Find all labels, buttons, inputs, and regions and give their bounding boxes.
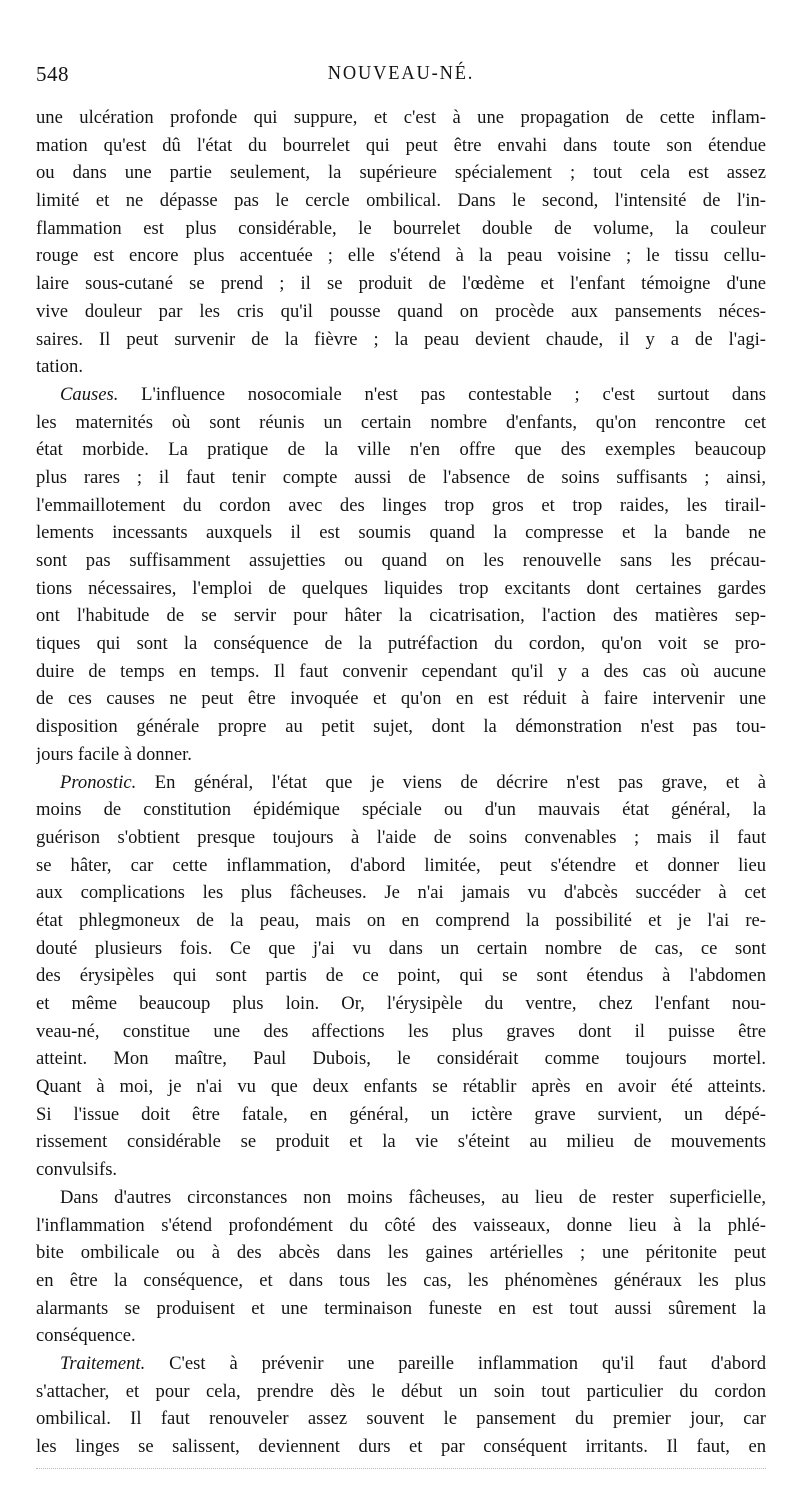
text-line: saires. Il peut survenir de la fièvre ; la peau devient chaude, il y a de l'agi-: [36, 328, 766, 350]
text-line: ombilical. Il faut renouveler assez souvent le pansement du premier jour, car: [36, 1408, 766, 1430]
text-line: une ulcération profonde qui suppure, et c'est à une propagation de cette inflam-: [36, 107, 766, 128]
text-line: des érysipèles qui sont partis de ce point, qui se sont étendus à l'abdomen: [36, 965, 766, 987]
text-line: aux complications les plus fâcheuses. Je n'ai jamais vu d'abcès succéder à cet: [36, 882, 766, 904]
text-line: tions nécessaires, l'emploi de quelques liquides trop excitants dont certaines gardes: [36, 577, 766, 599]
text-line: douté plusieurs fois. Ce que j'ai vu dans un certain nombre de cas, ce sont: [36, 937, 766, 959]
text-line: laire sous-cutané se prend ; il se produit de l'œdème et l'enfant témoigne d'une: [36, 273, 766, 295]
text-line: de ces causes ne peut être invoquée et qu'on en est réduit à faire intervenir une: [36, 688, 766, 710]
text-line: disposition générale propre au petit sujet, dont la démonstration n'est pas tou-: [36, 716, 766, 738]
text-line: rouge est encore plus accentuée ; elle s'étend à la peau voisine ; le tissu cellu-: [36, 245, 766, 267]
running-head: [36, 62, 766, 92]
section-heading-traitement: Traitement.: [60, 1352, 146, 1374]
text-line: guérison s'obtient presque toujours à l'aide de soins convenables ; mais il faut: [36, 826, 766, 848]
text-line: Dans d'autres circonstances non moins fâcheuses, au lieu de rester superficielle,: [60, 1186, 766, 1208]
text-line: état morbide. La pratique de la ville n'en offre que des exemples beaucoup: [36, 439, 766, 461]
text-line: bite ombilicale ou à des abcès dans les gaines artérielles ; une péritonite peut: [36, 1242, 766, 1264]
text-line: les maternités où sont réunis un certain nombre d'enfants, qu'on rencontre cet: [36, 411, 766, 433]
body-text: [36, 104, 766, 1461]
text-line: veau-né, constitue une des affections les plus graves dont il puisse être: [36, 1020, 766, 1042]
text-span: C'est à prévenir une pareille inflammation qu'il faut d'abord: [145, 1352, 766, 1374]
text-line: Quant à moi, je n'ai vu que deux enfants se rétablir après en avoir été atteints.: [36, 1076, 766, 1098]
section-heading-pronostic: Pronostic.: [60, 771, 137, 793]
text-line: convulsifs.: [36, 1159, 118, 1181]
text-line: Si l'issue doit être fatale, en général, un ictère grave survient, un dépé-: [36, 1103, 766, 1125]
text-span: En général, l'état que je viens de décrire n'est pas grave, et à: [136, 771, 766, 793]
text-line: tiques qui sont la conséquence de la putréfaction du cordon, qu'on voit se pro-: [36, 633, 766, 655]
text-line: jours facile à donner.: [36, 743, 192, 765]
section-heading-causes: Causes.: [60, 383, 119, 405]
text-line: moins de constitution épidémique spéciale ou d'un mauvais état général, la: [36, 799, 766, 821]
text-line: sont pas suffisamment assujetties ou quand on les renouvelle sans les précau-: [36, 550, 766, 571]
text-line: l'inflammation s'étend profondément du côté des vaisseaux, donne lieu à la phlé-: [36, 1214, 766, 1236]
text-line: se hâter, car cette inflammation, d'abord limitée, peut s'étendre et donner lieu: [36, 854, 766, 876]
text-line: l'emmaillotement du cordon avec des linges trop gros et trop raides, les tirail-: [36, 494, 766, 516]
text-line: état phlegmoneux de la peau, mais on en comprend la possibilité et je l'ai re-: [36, 909, 766, 931]
page-bottom-rule: [36, 1468, 766, 1469]
text-line: s'attacher, et pour cela, prendre dès le début un soin tout particulier du cordon: [36, 1380, 766, 1402]
page-number: 548: [36, 62, 69, 86]
text-line: mation qu'est dû l'état du bourrelet qui peut être envahi dans toute son étendue: [36, 134, 766, 156]
text-line: vive douleur par les cris qu'il pousse quand on procède aux pansements néces-: [36, 300, 766, 322]
section-pronostic-line: [36, 769, 766, 797]
text-line: ont l'habitude de se servir pour hâter la cicatrisation, l'action des matières sep-: [36, 605, 766, 627]
section-traitement-line: [36, 1350, 766, 1378]
text-line: limité et ne dépasse pas le cercle ombilical. Dans le second, l'intensité de l'in-: [36, 190, 766, 212]
text-line: en être la conséquence, et dans tous les cas, les phénomènes généraux les plus: [36, 1269, 766, 1291]
text-line: ou dans une partie seulement, la supérieure spécialement ; tout cela est assez: [36, 162, 766, 184]
text-line: et même beaucoup plus loin. Or, l'érysipèle du ventre, chez l'enfant nou-: [36, 993, 766, 1014]
text-line: alarmants se produisent et une terminaison funeste en est tout aussi sûrement la: [36, 1297, 766, 1319]
running-title: NOUVEAU-NÉ.: [327, 62, 475, 84]
text-line: flammation est plus considérable, le bourrelet double de volume, la couleur: [36, 217, 766, 239]
text-line: conséquence.: [36, 1325, 136, 1347]
text-span: L'influence nosocomiale n'est pas contestable ; c'est surtout dans: [118, 383, 766, 405]
text-line: lements incessants auxquels il est soumis quand la compresse et la bande ne: [36, 522, 766, 544]
text-line: atteint. Mon maître, Paul Dubois, le considérait comme toujours mortel.: [36, 1048, 766, 1070]
text-line: les linges se salissent, deviennent durs et par conséquent irritants. Il faut, en: [36, 1436, 766, 1457]
text-line: rissement considérable se produit et la vie s'éteint au milieu de mouvements: [36, 1131, 766, 1153]
text-line: duire de temps en temps. Il faut convenir cependant qu'il y a des cas où aucune: [36, 660, 766, 682]
text-line: plus rares ; il faut tenir compte aussi de l'absence de soins suffisants ; ainsi,: [36, 466, 766, 488]
section-causes-line: [36, 381, 766, 409]
text-line: tation.: [36, 356, 83, 378]
